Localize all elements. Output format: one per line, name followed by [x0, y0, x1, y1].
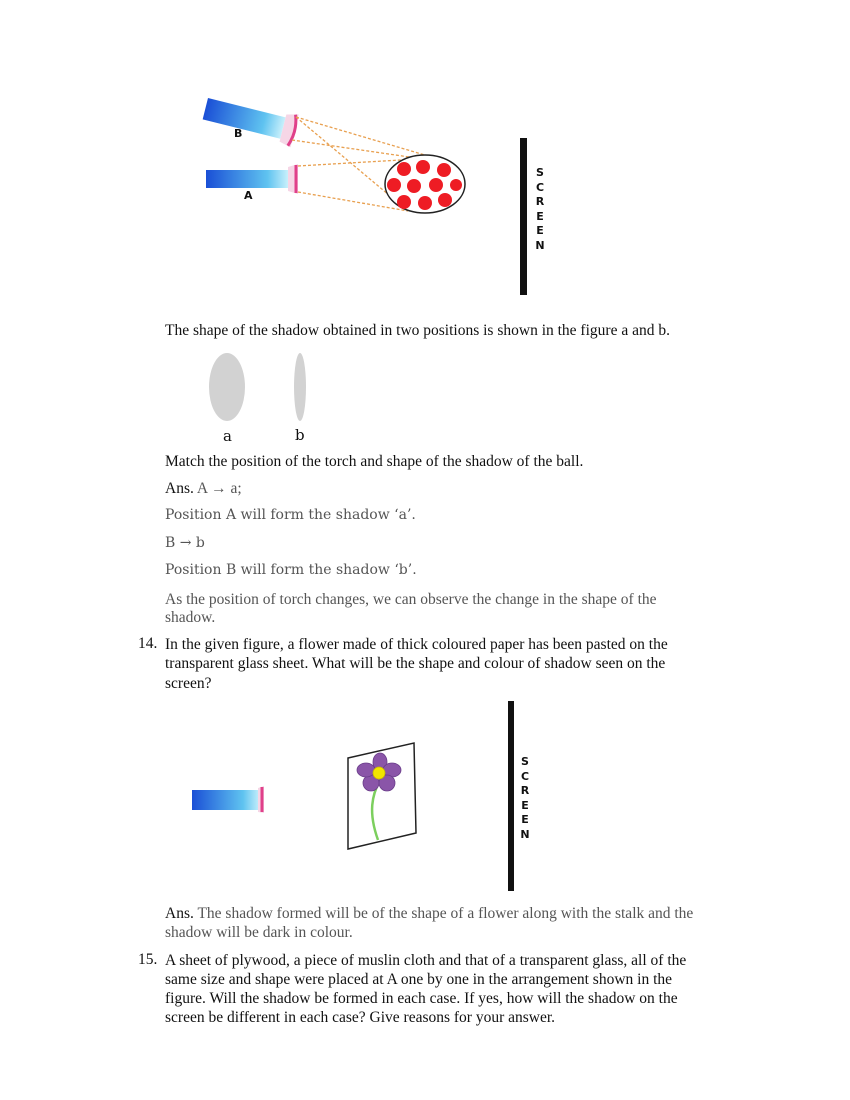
screen-letter: C — [535, 180, 545, 194]
screen-letter: E — [521, 798, 529, 812]
answer-13-line-2: Position A will form the shadow ‘a’. — [165, 507, 416, 523]
answer-13-line-3: B → b — [165, 535, 205, 551]
screen-letter: N — [520, 827, 530, 841]
answer-13-line-1 — [165, 479, 242, 498]
torch-b — [201, 92, 298, 147]
answer-13-line-5b: shadow. — [165, 609, 216, 626]
ball — [385, 155, 465, 213]
screen-bar-1 — [520, 138, 527, 295]
screen-letter: E — [536, 224, 544, 237]
shadow-a — [209, 353, 245, 421]
answer-prefix: Ans. — [165, 480, 194, 497]
screen-label-2 — [518, 755, 532, 842]
screen-letter: R — [535, 195, 545, 208]
screen-letter: E — [521, 813, 529, 826]
match-question-text: Match the position of the torch and shape of the shadow of the ball. — [165, 453, 584, 470]
torch-b-label: B — [234, 127, 243, 140]
question-14-line-3: screen? — [165, 675, 212, 692]
question-15-line-1: A sheet of plywood, a piece of muslin cloth and that of a transparent glass, all of the — [165, 952, 687, 969]
answer-14-line-1 — [165, 904, 693, 923]
question-14-line-1: In the given figure, a flower made of thick coloured paper has been pasted on the — [165, 636, 668, 653]
question-14-number: 14. — [138, 635, 158, 652]
screen-label-1 — [533, 166, 547, 253]
question-15-line-3: figure. Will the shadow be formed in each case. If yes, how will the shadow on the — [165, 990, 678, 1007]
screen-letter: C — [520, 769, 530, 783]
screen-letter: N — [535, 238, 545, 252]
screen-letter: E — [536, 209, 544, 223]
shadow-b — [294, 353, 306, 421]
screen-letter: R — [520, 784, 530, 797]
question-15-line-4: screen be different in each case? Give reasons for your answer. — [165, 1009, 556, 1026]
answer-text: The shadow formed will be of the shape of a flower along with the stalk and the — [193, 905, 694, 922]
answer-13-line-4: Position B will form the shadow ‘b’. — [165, 562, 417, 578]
screen-bar-2 — [508, 701, 514, 891]
shadow-b-label: b — [295, 426, 305, 444]
question-14-line-2: transparent glass sheet. What will be the shape and colour of shadow seen on the — [165, 655, 666, 672]
question-15-number: 15. — [138, 951, 158, 968]
question-15-line-2: same size and shape were placed at A one by one in the arrangement shown in the — [165, 971, 673, 988]
torch-a-label: A — [244, 189, 253, 202]
answer-text: A → a; — [193, 480, 242, 497]
screen-letter: S — [536, 166, 544, 179]
answer-13-line-5a: As the position of torch changes, we can observe the change in the shape of the — [165, 591, 657, 608]
screen-letter: S — [521, 755, 529, 768]
torch-c — [192, 786, 264, 813]
answer-14-line-2: shadow will be dark in colour. — [165, 924, 353, 941]
answer-prefix: Ans. — [165, 905, 194, 922]
shadow-a-label: a — [223, 427, 232, 445]
shadow-shape-text: The shape of the shadow obtained in two positions is shown in the figure a and b. — [165, 322, 670, 339]
